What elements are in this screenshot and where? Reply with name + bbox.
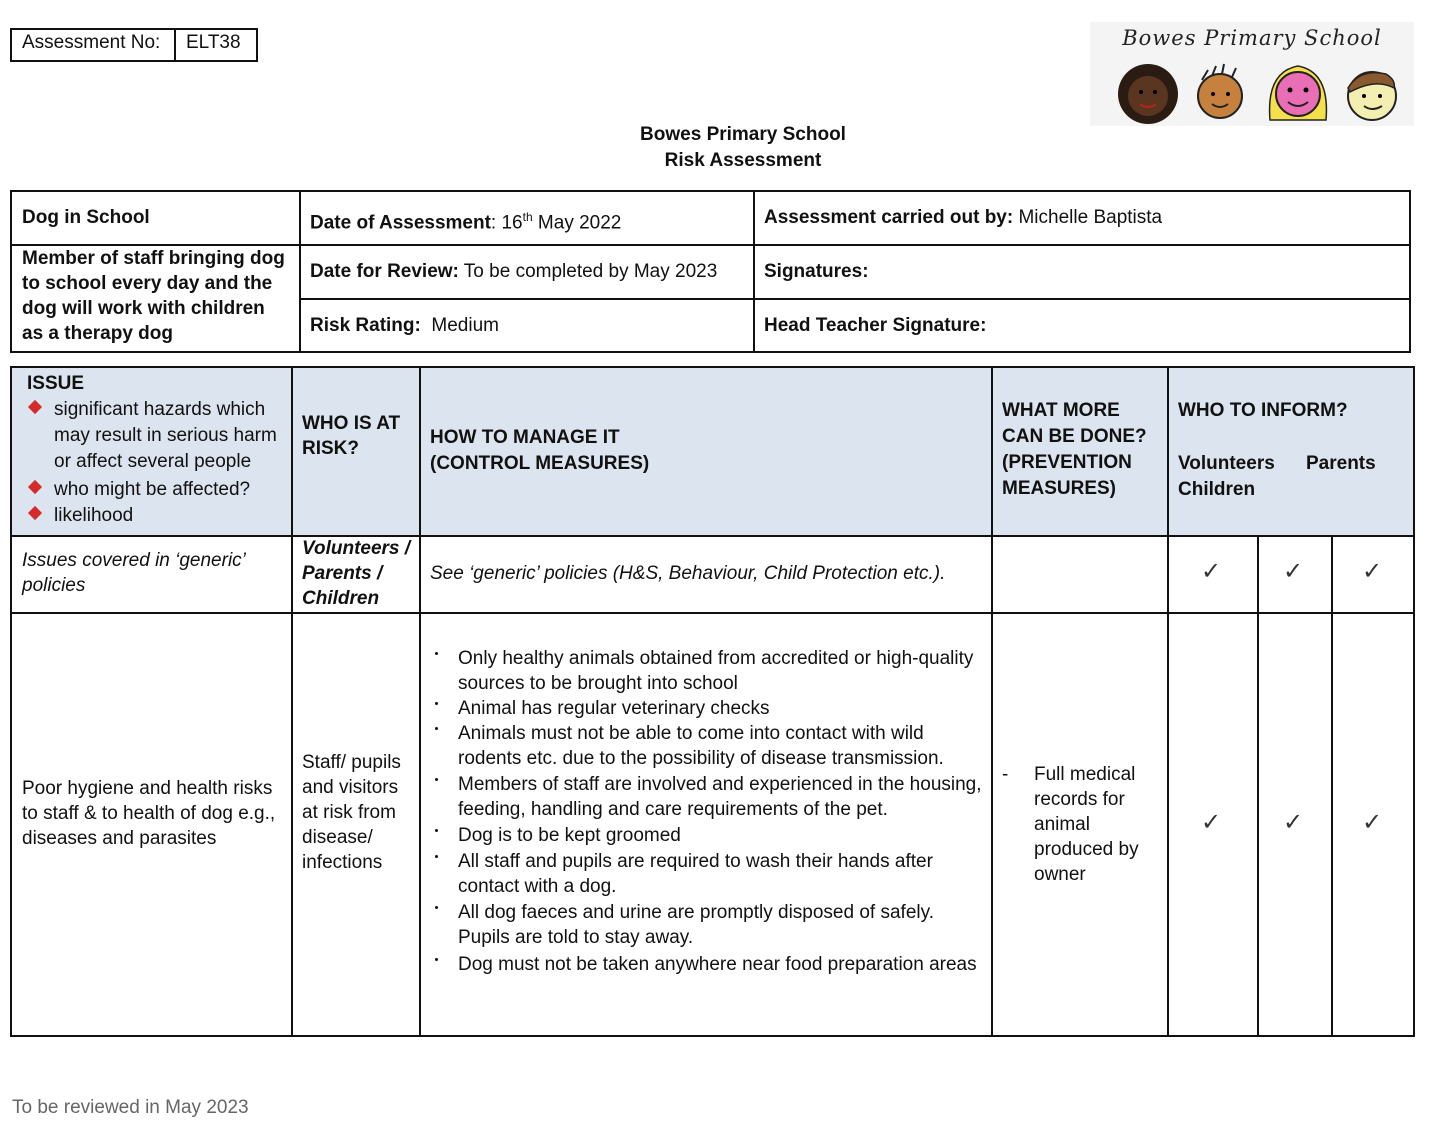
assessment-value: ELT38 — [186, 32, 241, 53]
row-2-check-parents-icon: ✓ — [1283, 808, 1304, 836]
inform-volunteers-label: Volunteers — [1178, 453, 1275, 474]
bullet-icon — [435, 958, 438, 961]
document-title: Bowes Primary School — [640, 124, 846, 145]
bullet-icon — [435, 778, 438, 781]
bullet-icon — [435, 829, 438, 832]
review-label: Date for Review: — [310, 261, 459, 282]
row-2-prevention-measure: Full medical records for animal produced by owner — [1034, 764, 1139, 885]
row-1-check-parents-icon: ✓ — [1283, 557, 1304, 585]
row-2-check-children-icon: ✓ — [1362, 808, 1383, 836]
subject-title: Dog in School — [22, 207, 150, 228]
who-at-risk-column-title: WHO IS AT RISK? — [302, 413, 401, 459]
inform-children-label: Children — [1178, 479, 1256, 500]
row-2-prevention-dash: - — [1002, 764, 1009, 785]
control-measure-item: All staff and pupils are required to wash their hands after contact with a dog. — [458, 851, 933, 897]
school-logo — [1090, 22, 1414, 126]
row-1-who: Volunteers / Parents / Children — [302, 538, 411, 609]
date-rest: May 2022 — [532, 212, 622, 234]
control-measure-item: All dog faeces and urine are promptly disposed of safely. Pupils are told to stay away. — [458, 902, 934, 948]
date-label: Date of Assessment — [310, 212, 491, 234]
footer-review-note: To be reviewed in May 2023 — [12, 1097, 249, 1118]
document-subtitle: Risk Assessment — [664, 150, 822, 171]
rating-value: Medium — [420, 315, 499, 336]
row-1-how: See ‘generic’ policies (H&S, Behaviour, Child Protection etc.). — [430, 563, 946, 584]
logo-text: Bowes Primary School — [1122, 26, 1382, 50]
assessment-number-box — [10, 28, 258, 62]
bullet-icon — [435, 855, 438, 858]
row-1-check-children-icon: ✓ — [1362, 557, 1383, 585]
row-1-issue: Issues covered in ‘generic’ policies — [22, 550, 245, 596]
how-to-manage-column-title: HOW TO MANAGE IT — [430, 427, 620, 448]
date-suffix: th — [522, 210, 533, 224]
assessment-label: Assessment No: — [12, 30, 176, 60]
row-2-issue: Poor hygiene and health risks to staff & to health of dog e.g., diseases and parasites — [22, 778, 276, 849]
bullet-icon — [435, 727, 438, 730]
issue-point-2: who might be affected? — [54, 479, 251, 500]
control-measure-item: Dog is to be kept groomed — [458, 825, 681, 846]
bullet-icon — [435, 906, 438, 909]
carried-value: Michelle Baptista — [1013, 207, 1163, 228]
date-for-review — [310, 259, 717, 284]
assessment-carried-out-by — [764, 205, 1162, 230]
control-measure-item: Animals must not be able to come into contact with wild rodents etc. due to the possibility of disease transmission. — [458, 723, 944, 769]
control-measure-item: Members of staff are involved and experienced in the housing, feeding, handling and care requirements of the pet. — [458, 774, 982, 820]
head-teacher-signature-label: Head Teacher Signature: — [764, 315, 987, 336]
risk-rating — [310, 313, 499, 338]
who-to-inform-column-title: WHO TO INFORM? — [1178, 400, 1348, 421]
assessment-header-table — [10, 190, 1411, 353]
review-value: To be completed by May 2023 — [458, 261, 718, 282]
signatures-label: Signatures: — [764, 261, 869, 282]
issue-column-title: ISSUE — [27, 373, 85, 394]
bullet-icon — [435, 652, 438, 655]
row-2-check-volunteers-icon: ✓ — [1201, 808, 1222, 836]
carried-label: Assessment carried out by: — [764, 207, 1014, 228]
rating-label: Risk Rating: — [310, 315, 421, 336]
date-day: 16 — [501, 212, 523, 234]
issue-point-3: likelihood — [54, 505, 134, 526]
bullet-icon — [435, 702, 438, 705]
control-measures-column-subtitle: (CONTROL MEASURES) — [430, 453, 650, 474]
subject-description: Member of staff bringing dog to school every day and the dog will work with children as a therapy dog — [22, 248, 285, 344]
children-faces-icon — [1090, 22, 1414, 126]
what-more-column-title: WHAT MORE CAN BE DONE? (PREVENTION MEASURES) — [1002, 400, 1147, 499]
inform-parents-label: Parents — [1306, 453, 1376, 474]
control-measure-item: Animal has regular veterinary checks — [458, 698, 770, 719]
date-of-assessment: Date of Assessment: 16th May 2022 — [310, 210, 622, 234]
row-2-who: Staff/ pupils and visitors at risk from disease/ infections — [302, 752, 401, 873]
control-measure-item: Dog must not be taken anywhere near food preparation areas — [458, 954, 977, 975]
risk-table — [10, 366, 1415, 1037]
row-1-check-volunteers-icon: ✓ — [1201, 557, 1222, 585]
issue-point-1: significant hazards which may result in serious harm or affect several people — [54, 399, 277, 472]
control-measure-item: Only healthy animals obtained from accredited or high-quality sources to be brought into school — [458, 648, 974, 694]
